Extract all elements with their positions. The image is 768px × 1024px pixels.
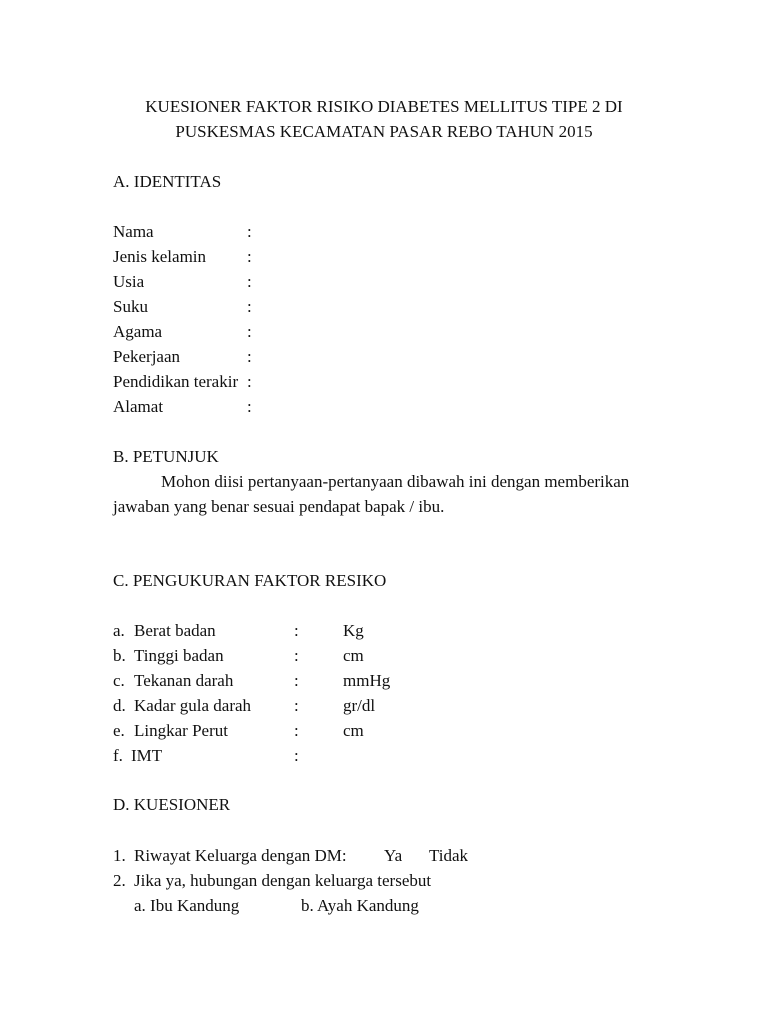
question-2-option-ayah: b. Ayah Kandung (301, 896, 419, 915)
pengukuran-marker: e. (113, 721, 125, 740)
identitas-label-usia: Usia (113, 272, 145, 291)
identitas-colon: : (247, 297, 252, 316)
identitas-colon: : (247, 397, 252, 416)
identitas-colon: : (247, 372, 252, 391)
pengukuran-unit: mmHg (343, 671, 391, 690)
identitas-label-jenis-kelamin: Jenis kelamin (113, 247, 207, 266)
document-title-line1: KUESIONER FAKTOR RISIKO DIABETES MELLITUS TIPE 2 DI (145, 97, 623, 116)
pengukuran-label-berat-badan: Berat badan (134, 621, 216, 640)
pengukuran-marker: b. (113, 646, 126, 665)
identitas-colon: : (247, 272, 252, 291)
section-c-heading: C. PENGUKURAN FAKTOR RESIKO (113, 571, 387, 590)
section-b-heading: B. PETUNJUK (113, 447, 219, 466)
pengukuran-unit: gr/dl (343, 696, 376, 715)
pengukuran-label-lingkar-perut: Lingkar Perut (134, 721, 228, 740)
pengukuran-marker: d. (113, 696, 126, 715)
identitas-colon: : (247, 347, 252, 366)
pengukuran-colon: : (294, 671, 299, 690)
section-a-heading: A. IDENTITAS (113, 172, 222, 191)
pengukuran-colon: : (294, 721, 299, 740)
pengukuran-colon: : (294, 646, 299, 665)
identitas-label-pekerjaan: Pekerjaan (113, 347, 181, 366)
pengukuran-label-kadar-gula-darah: Kadar gula darah (134, 696, 252, 715)
pengukuran-marker: a. (113, 621, 125, 640)
question-number: 1. (113, 846, 126, 865)
pengukuran-unit: cm (343, 646, 364, 665)
question-1-option-ya: Ya (384, 846, 403, 865)
petunjuk-text-line1: Mohon diisi pertanyaan-pertanyaan dibawah ini dengan memberikan (161, 472, 630, 491)
question-1-option-tidak: Tidak (429, 846, 469, 865)
identitas-colon: : (247, 322, 252, 341)
question-1-text: Riwayat Keluarga dengan DM: (134, 846, 347, 865)
identitas-colon: : (247, 247, 252, 266)
question-2-option-ibu: a. Ibu Kandung (134, 896, 240, 915)
pengukuran-label-tinggi-badan: Tinggi badan (134, 646, 224, 665)
identitas-label-pendidikan: Pendidikan terakir (113, 372, 239, 391)
pengukuran-label-imt: IMT (131, 746, 163, 765)
pengukuran-unit: Kg (343, 621, 364, 640)
identitas-label-nama: Nama (113, 222, 154, 241)
pengukuran-colon: : (294, 746, 299, 765)
identitas-label-alamat: Alamat (113, 397, 164, 416)
identitas-label-agama: Agama (113, 322, 163, 341)
petunjuk-text-line2: jawaban yang benar sesuai pendapat bapak / ibu. (113, 497, 445, 516)
pengukuran-marker: c. (113, 671, 125, 690)
question-2-text: Jika ya, hubungan dengan keluarga tersebut (134, 871, 432, 890)
pengukuran-colon: : (294, 621, 299, 640)
pengukuran-unit: cm (343, 721, 364, 740)
document-title-line2: PUSKESMAS KECAMATAN PASAR REBO TAHUN 2015 (175, 122, 593, 141)
pengukuran-marker: f. (113, 746, 123, 765)
pengukuran-label-tekanan-darah: Tekanan darah (134, 671, 234, 690)
question-number: 2. (113, 871, 126, 890)
section-d-heading: D. KUESIONER (113, 795, 231, 814)
identitas-colon: : (247, 222, 252, 241)
pengukuran-colon: : (294, 696, 299, 715)
identitas-label-suku: Suku (113, 297, 148, 316)
